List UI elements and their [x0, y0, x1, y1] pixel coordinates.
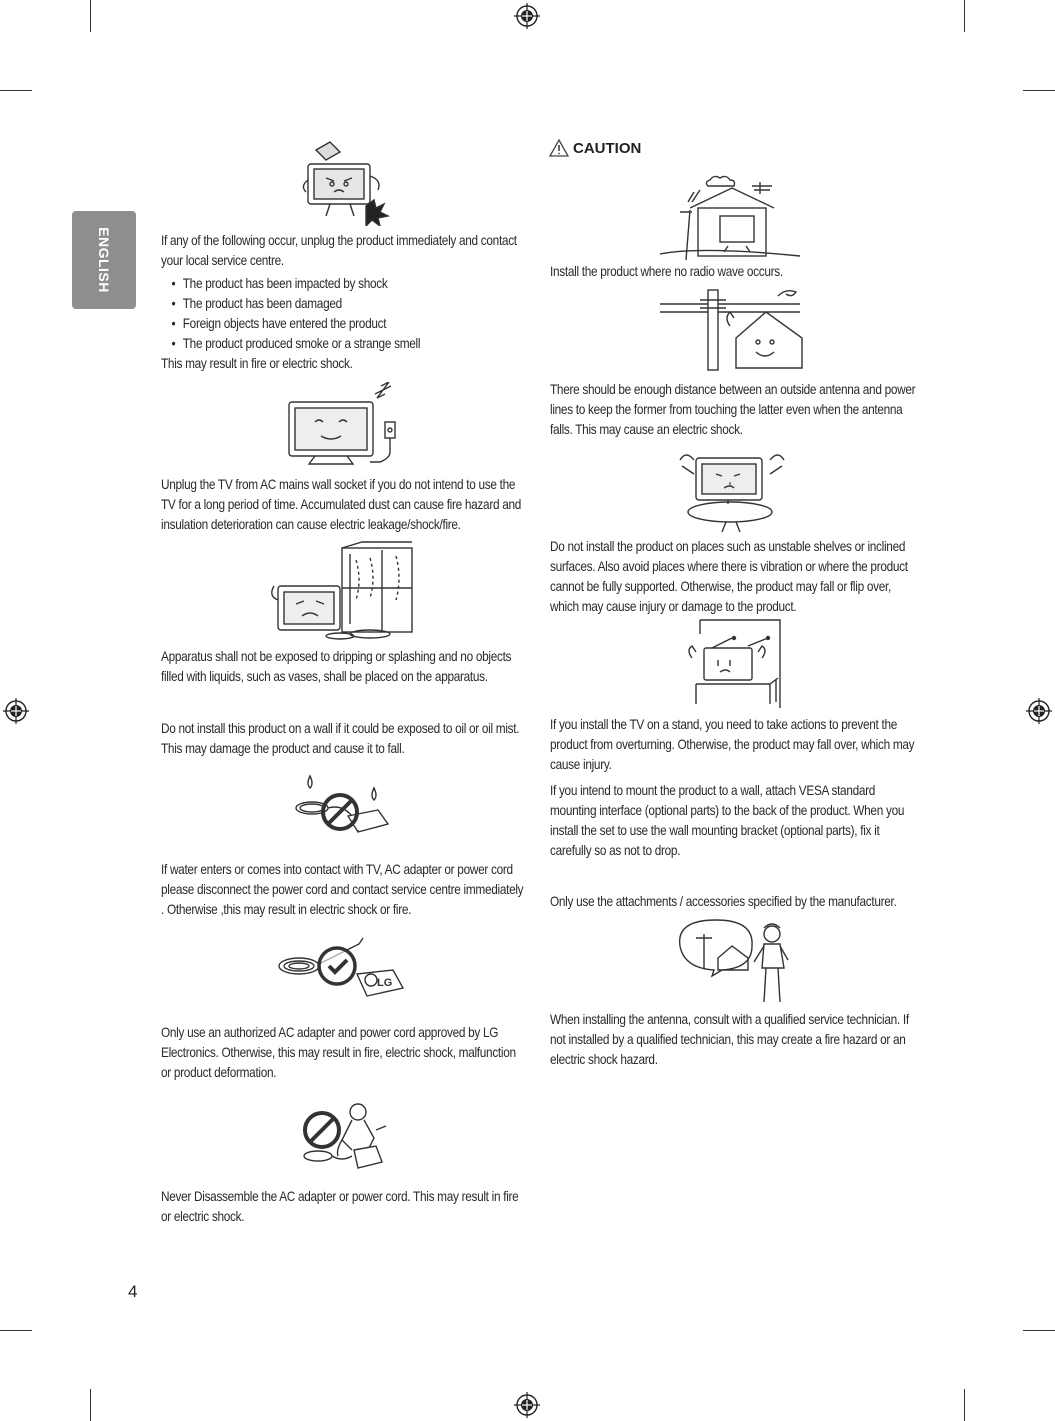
antenna-technician-illustration: [674, 916, 796, 1008]
list-item: • The product has been damaged: [183, 294, 527, 314]
crop-mark: [90, 1389, 91, 1421]
crop-mark: [0, 1330, 32, 1331]
registration-mark-icon: [3, 698, 29, 724]
water-contact-text: If water enters or comes into contact with TV, AC adapter or power cord please disconnect the power cord and contact service centre immediately . Otherwise ,this may result in electric shock or fire.: [161, 862, 524, 917]
registration-mark-icon: [1026, 698, 1052, 724]
unplug-result-text: This may result in fire or electric shock.: [161, 356, 353, 371]
water-adapter-prohibited-illustration: [292, 770, 394, 844]
stand-warning-text: If you install the TV on a stand, you need to take actions to prevent the product from overturning. Otherwise, the product may fall over, which may cause injury.: [550, 717, 915, 772]
unplug-long-period-text: Unplug the TV from AC mains wall socket if you do not intend to use the TV for a long period of time. Accumulated dust can cause fire hazard and insulation deterioration can cause electric leakage/shock/fire.: [161, 477, 522, 532]
registration-mark-icon: [514, 1392, 540, 1418]
oil-mist-warning-text: Do not install this product on a wall if it could be exposed to oil or oil mist. This may damage the product and cause it to fall.: [161, 721, 520, 756]
list-item: • The product has been impacted by shock: [183, 274, 527, 294]
tv-on-stand-illustration: [682, 618, 786, 710]
shocked-tv-illustration: [300, 136, 392, 226]
caution-heading-text: CAUTION: [573, 139, 642, 157]
adapter-logo-text: LG: [377, 977, 393, 989]
unstable-shelf-illustration: [672, 446, 794, 532]
language-tab-label: ENGLISH: [96, 227, 112, 293]
warning-triangle-icon: [549, 139, 569, 157]
dripping-warning-text: Apparatus shall not be exposed to dripping or splashing and no objects filled with liquids, such as vases, shall be placed on the apparatus.: [161, 649, 512, 684]
crop-mark: [964, 1389, 965, 1421]
caution-heading: [549, 138, 641, 158]
crop-mark: [964, 0, 965, 32]
radio-wave-text: Install the product where no radio wave occurs.: [550, 264, 783, 279]
authorized-adapter-text: Only use an authorized AC adapter and power cord approved by LG Electronics. Otherwise, this may result in fire, electric shock, malfunction or product deformation.: [161, 1025, 516, 1080]
crop-mark: [0, 90, 32, 91]
crop-mark: [1023, 1330, 1055, 1331]
attachments-text: Only use the attachments / accessories specified by the manufacturer.: [550, 894, 897, 909]
language-tab: [72, 211, 136, 309]
antenna-distance-text: There should be enough distance between an outside antenna and power lines to keep the former from touching the latter even when the antenna falls. This may cause an electric shock.: [550, 382, 916, 437]
unstable-surface-text: Do not install the product on places such as unstable shelves or inclined surfaces. Also avoid places where there is vibration or where the product cannot be fully supported. Otherwise, the product may fall or flip over, which may cause injury or damage to the product.: [550, 539, 908, 614]
disassemble-warning-text: Never Disassemble the AC adapter or power cord. This may result in fire or electric shock.: [161, 1189, 519, 1224]
power-line-house-illustration: [660, 286, 806, 374]
unplug-instructions: [161, 231, 526, 374]
crop-mark: [1023, 90, 1055, 91]
approved-adapter-illustration: [275, 934, 407, 1008]
unplug-intro-text: If any of the following occur, unplug the product immediately and contact your local service centre.: [161, 233, 517, 268]
registration-mark-icon: [514, 3, 540, 29]
crop-mark: [90, 0, 91, 32]
antenna-technician-text: When installing the antenna, consult with a qualified service technician. If not installed by a qualified technician, this may create a fire hazard or an electric shock hazard.: [550, 1012, 909, 1067]
sleeping-tv-illustration: [285, 382, 405, 470]
list-item: • Foreign objects have entered the product: [183, 314, 527, 334]
list-item: • The product produced smoke or a strange smell: [183, 334, 527, 354]
unplug-bullet-list: [161, 274, 526, 354]
wall-mount-text: If you intend to mount the product to a wall, attach VESA standard mounting interface (optional parts) to the back of the product. When you install the set to use the wall mounting bracket (optional parts), fix it carefully so as not to drop.: [550, 783, 905, 858]
window-rain-tv-illustration: [270, 540, 420, 642]
page-number: 4: [128, 1282, 138, 1301]
house-antenna-illustration: [660, 172, 800, 260]
disassemble-prohibited-illustration: [298, 1100, 394, 1178]
